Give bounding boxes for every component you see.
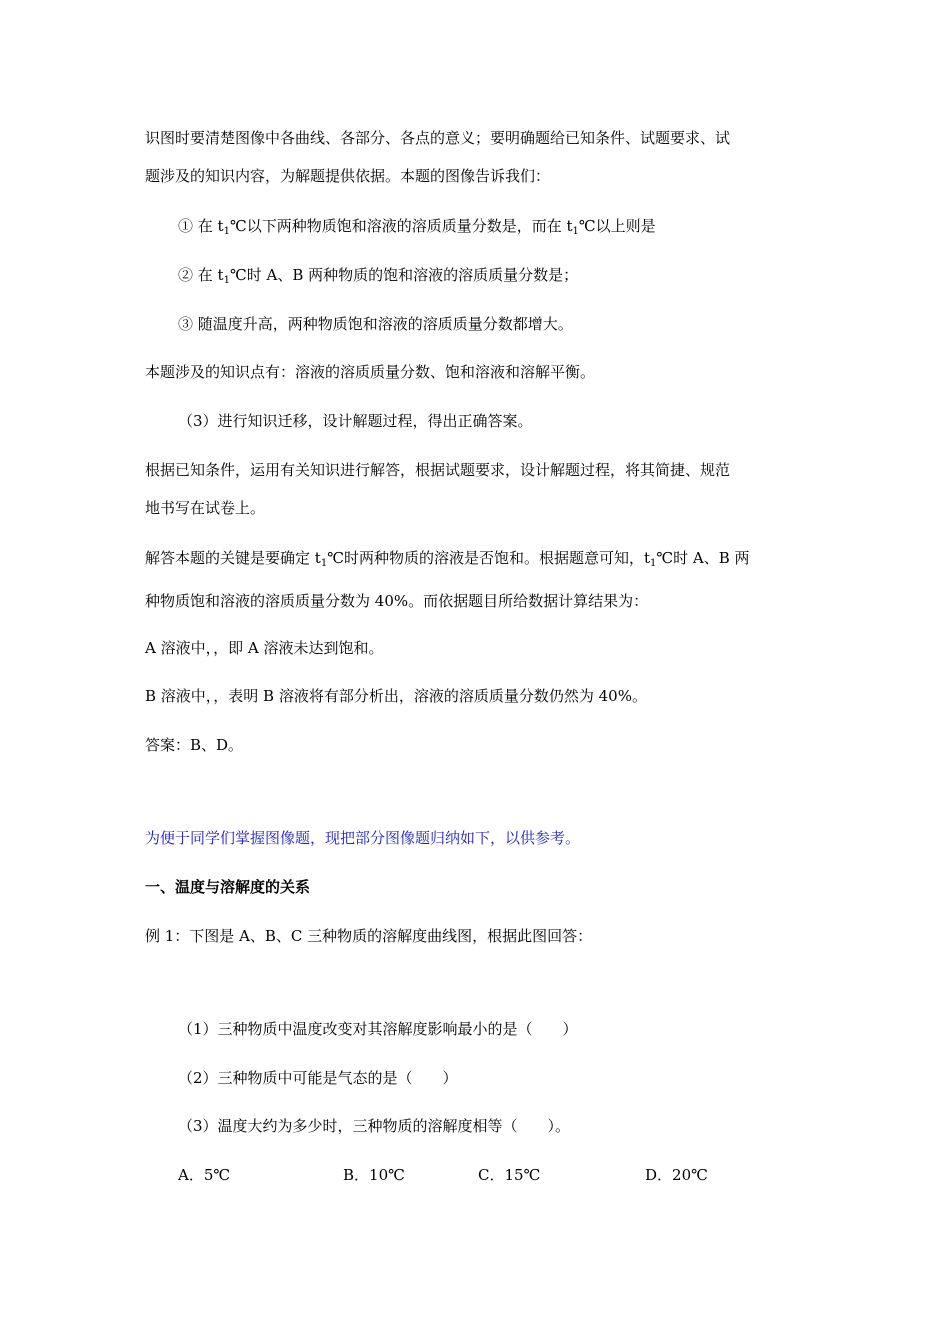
intro-note: 为便于同学们掌握图像题，现把部分图像题归纳如下，以供参考。 [145,829,581,847]
question-3: （3）温度大约为多少时，三种物质的溶解度相等（ ）。 [178,1117,571,1135]
paragraph-line: 识图时要清楚图像中各曲线、各部分、各点的意义；要明确题给已知条件、试题要求、试 [145,129,731,147]
answer-line: 答案：B、D。 [145,736,244,754]
subscript: 1 [572,226,579,237]
solution-a: A 溶液中，，即 A 溶液未达到饱和。 [145,639,384,657]
solution-b: B 溶液中，，表明 B 溶液将有部分析出，溶液的溶质质量分数仍然为 40%。 [145,687,647,705]
text-segment: 解答本题的关键是要确定 t [145,549,321,567]
paragraph-line: 根据已知条件，运用有关知识进行解答，根据试题要求，设计解题过程，将其简捷、规范 [145,461,731,479]
text-segment: ② 在 t [178,266,224,284]
option-c: C．15℃ [478,1166,541,1184]
paragraph-line: 题涉及的知识内容，为解题提供依据。本题的图像告诉我们： [145,167,551,185]
text-segment: ℃时 A、B 两种物质的饱和溶液的溶质质量分数是； [229,266,579,284]
paragraph-line: 种物质饱和溶液的溶质质量分数为 40%。而依据题目所给数据计算结果为： [145,592,649,610]
list-item-3: ③ 随温度升高，两种物质饱和溶液的溶质质量分数都增大。 [178,315,573,333]
subscript: 1 [650,558,657,569]
subscript: 1 [223,226,230,237]
paragraph-line: 地书写在试卷上。 [145,499,266,517]
paragraph-line [145,548,750,574]
option-b: B．10℃ [343,1166,405,1184]
section-title: 一、温度与溶解度的关系 [145,878,311,896]
subscript: 1 [223,275,230,286]
subscript: 1 [320,558,328,569]
example-prompt: 例 1：下图是 A、B、C 三种物质的溶解度曲线图，根据此图回答： [145,927,593,945]
question-2: （2）三种物质中可能是气态的是（ ） [178,1069,458,1087]
text-segment: ① 在 t [178,217,224,235]
option-d: D．20℃ [645,1166,708,1184]
list-item-2 [178,265,578,291]
text-segment: ℃以上则是 [578,217,656,235]
text-segment: ℃时两种物质的溶液是否饱和。根据题意可知，t [327,549,650,567]
knowledge-points: 本题涉及的知识点有：溶液的溶质质量分数、饱和溶液和溶解平衡。 [145,363,596,381]
text-segment: ℃以下两种物质饱和溶液的溶质质量分数是，而在 t [229,217,573,235]
question-1: （1）三种物质中温度改变对其溶解度影响最小的是（ ） [178,1020,578,1038]
step-3: （3）进行知识迁移，设计解题过程，得出正确答案。 [178,412,533,430]
text-segment: ℃时 A、B 两 [656,549,750,567]
option-a: A．5℃ [178,1166,231,1184]
list-item-1 [178,216,656,242]
